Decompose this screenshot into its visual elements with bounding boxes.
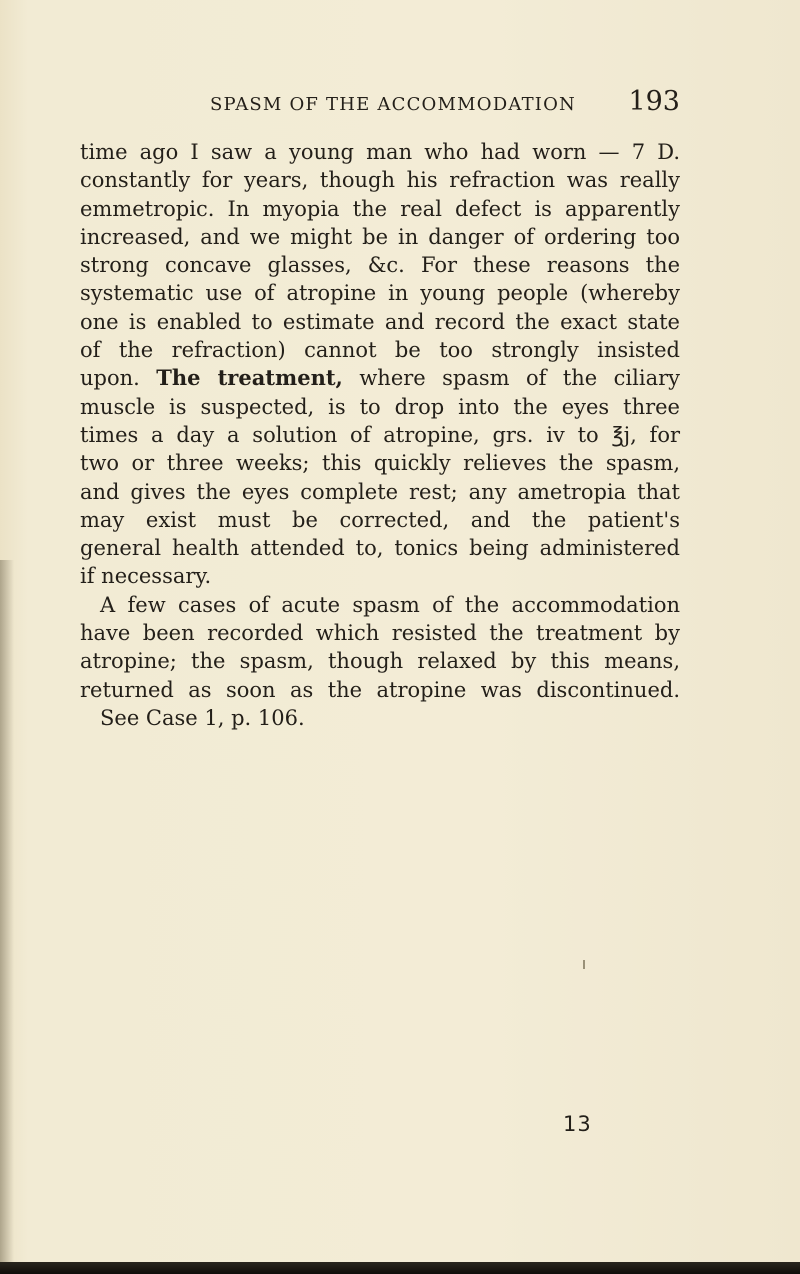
text-fragment: upon. [80, 366, 140, 391]
text-line: may exist must be corrected, and the patient's [80, 507, 680, 532]
text-line: returned as soon as the atropine was discontinued. [80, 677, 680, 702]
page-edge-shadow [0, 560, 14, 1274]
body-text [80, 138, 680, 732]
text-line: emmetropic. In myopia the real defect is apparently [80, 196, 680, 221]
text-line: have been recorded which resisted the treatment by [80, 621, 680, 646]
text-line: atropine; the spasm, though relaxed by this means, [80, 649, 680, 674]
stray-mark [583, 960, 585, 969]
text-line: strong concave glasses, &c. For these reasons the [80, 253, 680, 278]
text-line: constantly for years, though his refraction was really [80, 168, 680, 193]
text-line: of the refraction) cannot be too strongly insisted [80, 338, 680, 363]
text-line: See Case 1, p. 106. [100, 705, 305, 730]
text-line: increased, and we might be in danger of ordering too [80, 224, 680, 249]
signature-mark: 13 [563, 1112, 592, 1136]
text-fragment: where spasm of the ciliary [359, 366, 680, 391]
text-line-treatment [80, 364, 680, 392]
text-line: general health attended to, tonics being administered [80, 536, 680, 561]
text-line: if necessary. [80, 564, 212, 589]
text-line: time ago I saw a young man who had worn — 7 D. [80, 140, 680, 164]
scan-bottom-edge [0, 1262, 800, 1274]
running-head: SPASM OF THE ACCOMMODATION [210, 94, 576, 115]
page-header [210, 86, 680, 122]
bold-term-treatment: The treatment, [156, 365, 343, 391]
text-line: one is enabled to estimate and record the exact state [80, 309, 680, 334]
text-line: times a day a solution of atropine, grs. iv to ℥j, for [80, 422, 680, 447]
paragraph-start-line: A few cases of acute spasm of the accommodation [100, 592, 680, 617]
text-line: muscle is suspected, is to drop into the eyes three [80, 394, 680, 419]
page-number: 193 [628, 86, 680, 117]
text-line: and gives the eyes complete rest; any ametropia that [80, 479, 680, 504]
text-line: two or three weeks; this quickly relieves the spasm, [80, 451, 680, 476]
text-line: systematic use of atropine in young people (whereby [80, 281, 680, 306]
